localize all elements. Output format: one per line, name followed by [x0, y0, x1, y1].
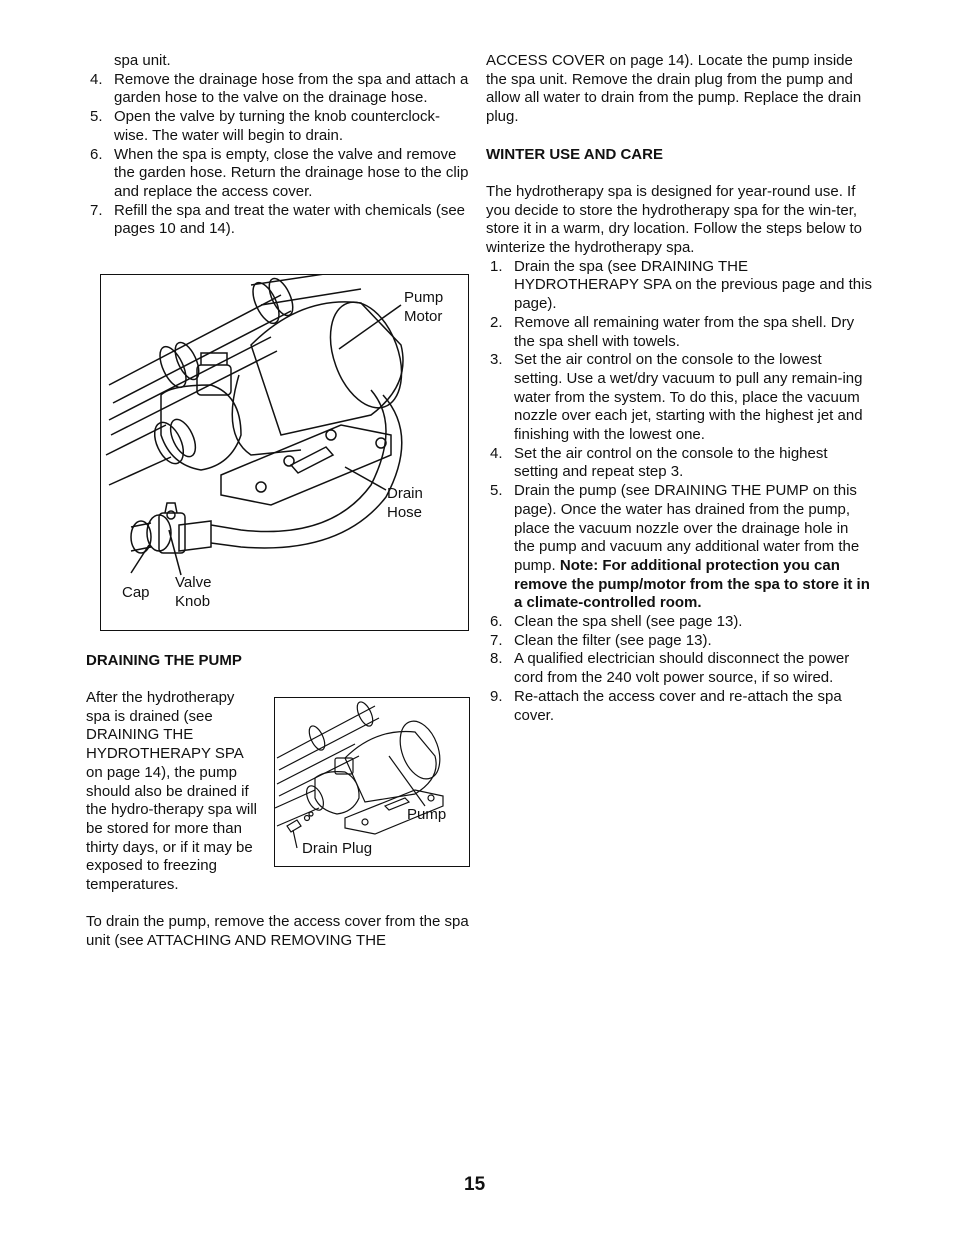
winterize-steps [486, 258, 872, 726]
list-item [486, 613, 872, 632]
left-column [86, 52, 470, 239]
pump-label: Pump [407, 806, 447, 823]
winter-intro: The hydrotherapy spa is designed for year-round use. If you decide to store the hydrotherapy spa for the win-ter, store it in a warm, dry location. Follow the steps below to winterize the hydrotherapy spa. [486, 182, 862, 256]
step-number: 4. [490, 444, 503, 462]
page-number: 15 [464, 1174, 486, 1195]
drain-plug-label: Drain Plug [302, 840, 373, 857]
step-text: Set the air control on the console to the highest setting and repeat step 3. [514, 444, 828, 481]
drain-spa-steps [86, 71, 470, 239]
draining-instructions-continuation: ACCESS COVER on page 14). Locate the pump inside the spa unit. Remove the drain plug from the pump and allow all water to drain from the pump. Replace the drain plug. [486, 52, 862, 126]
step-number: 2. [490, 313, 503, 331]
step-number: 5. [490, 482, 503, 500]
step-text: Drain the spa (see DRAINING THE HYDROTHERAPY SPA on the previous page and this page). [514, 257, 872, 313]
cap-label: Cap [122, 584, 150, 601]
list-item [486, 632, 872, 651]
step-note: Note: For additional protection you can remove the pump/motor from the spa to store it in a climate-controlled room. [514, 556, 870, 612]
step-text: Re-attach the access cover and re-attach the spa cover. [514, 687, 842, 724]
step-text: Open the valve by turning the knob counterclock-wise. The water will begin to drain. [114, 108, 441, 144]
step-text: Set the air control on the console to the lowest setting. Use a wet/dry vacuum to pull any remain-ing water from the system. To do this, place the vacuum nozzle over each jet, starting with the highest jet and finishing with the lowest one. [514, 351, 863, 444]
list-item [486, 351, 872, 445]
list-item [486, 688, 872, 725]
step-number: 6. [490, 613, 503, 631]
draining-instructions: To drain the pump, remove the access cover from the spa unit (see ATTACHING AND REMOVING THE [86, 913, 469, 949]
step-text: Drain the pump (see DRAINING THE PUMP on this page). Once the water has drained from the pump, place the vacuum nozzle over the drainage hole in the pump and vacuum any additional water from the pump. [514, 482, 860, 574]
step-number: 3. [490, 351, 503, 369]
right-column [486, 52, 872, 725]
step-number: 7. [490, 631, 503, 649]
step-number: 9. [490, 687, 503, 705]
draining-intro: After the hydrotherapy spa is drained (see DRAINING THE HYDROTHERAPY SPA on page 14), the pump should also be drained if the hydro-therapy spa will be stored for more than thirty days, or if it may be exposed to freezing temperatures. [86, 689, 257, 894]
winter-heading: WINTER USE AND CARE [486, 145, 663, 163]
list-item [486, 314, 872, 351]
step-number: 1. [490, 257, 503, 275]
step-continuation: spa unit. [114, 52, 171, 69]
pump-motor-label: Pump Motor [404, 289, 444, 325]
list-item [86, 146, 470, 202]
draining-heading: DRAINING THE PUMP [86, 652, 242, 669]
list-item [486, 482, 872, 613]
pump-hose-diagram [100, 274, 469, 631]
list-item [86, 202, 470, 239]
drain-hose-label: Drain Hose [387, 485, 423, 521]
step-text: When the spa is empty, close the valve and remove the garden hose. Return the drainage hose to the clip and replace the access cover. [114, 145, 469, 200]
step-number: 6. [90, 145, 103, 163]
step-text: Refill the spa and treat the water with chemicals (see pages 10 and 14). [114, 201, 465, 238]
step-text: Remove all remaining water from the spa shell. Dry the spa shell with towels. [514, 313, 855, 350]
list-item [86, 71, 470, 108]
list-item [86, 108, 470, 145]
list-item [486, 258, 872, 314]
step-number: 8. [490, 650, 503, 668]
valve-knob-label: Valve Knob [175, 574, 212, 610]
step-number: 7. [90, 201, 103, 219]
step-number: 4. [90, 70, 103, 88]
step-text: Clean the spa shell (see page 13). [514, 613, 743, 631]
drain-plug-diagram [274, 697, 470, 867]
step-text: A qualified electrician should disconnect the power cord from the 240 volt power source, if so wired. [514, 650, 850, 687]
list-item [486, 650, 872, 687]
step-text: Remove the drainage hose from the spa and attach a garden hose to the valve on the drainage hose. [114, 70, 469, 107]
step-text: Clean the filter (see page 13). [514, 631, 712, 649]
list-item [486, 445, 872, 482]
step-number: 5. [90, 108, 103, 126]
pump-hose-illustration [101, 275, 467, 629]
